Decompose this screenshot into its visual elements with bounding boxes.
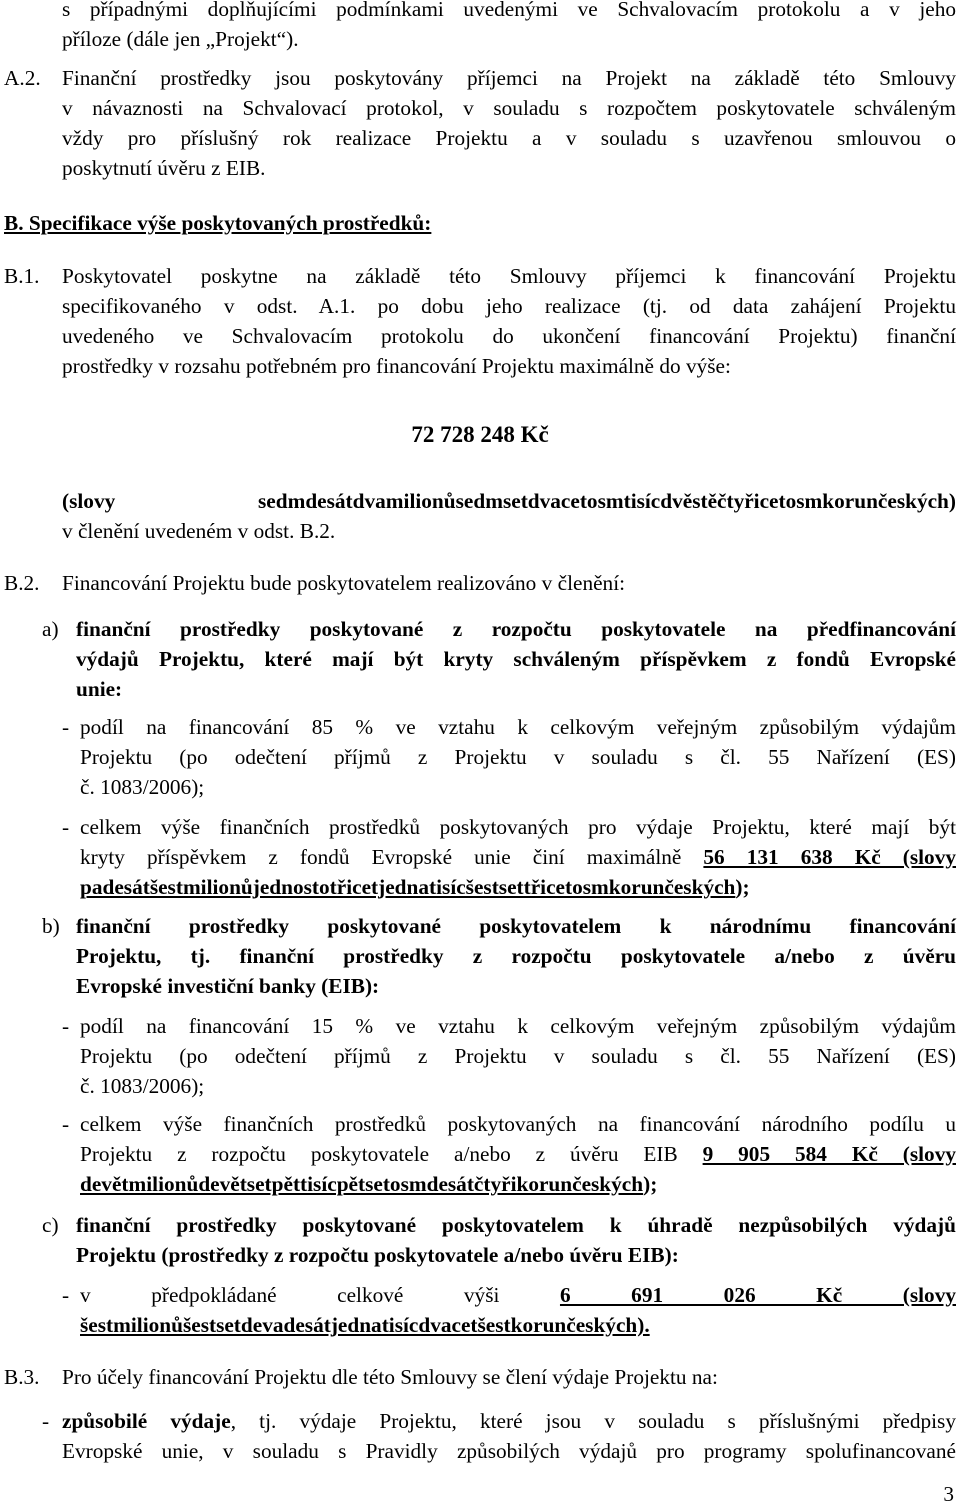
paragraph-line: v členění uvedeném v odst. B.2. (62, 519, 336, 543)
item-c-text: finanční prostředky poskytované poskytovatelem k úhradě nezpůsobilých výdajů (76, 1213, 956, 1237)
amount-in-words: (slovy sedmdesátdvamilionůsedmsetdvacetosmtisícdvěstěčtyřicetosmkorunčeských) (62, 489, 956, 513)
bullet-dash: - (62, 1283, 70, 1307)
page-number: 3 (943, 1482, 954, 1506)
paragraph-b3: Pro účely financování Projektu dle této Smlouvy se člení výdaje Projektu na: (62, 1365, 718, 1389)
paragraph-line: padesátšestmilionůjednostotřicetjednatisícšestsettřicetosmkorunčeských); (80, 875, 750, 899)
item-a-bullet-1: podíl na financování 85 % ve vztahu k celkovým veřejným způsobilým výdajům Projektu (po odečtení příjmů z Projektu v souladu s čl. 55 Nařízení (ES) (80, 715, 956, 769)
total-amount: 72 728 248 Kč (411, 422, 549, 447)
item-label-b: b) (42, 914, 60, 938)
paragraph-line: č. 1083/2006); (80, 1074, 205, 1098)
paragraph-line: příloze (dále jen „Projekt“). (62, 27, 299, 51)
paragraph-line: poskytnutí úvěru z EIB. (62, 156, 266, 180)
paragraph-a2: Finanční prostředky jsou poskytovány příjemci na Projekt na základě této Smlouvy v návaznosti na Schvalovací protokol, v souladu s rozpočtem poskytovatele schváleným vždy pro příslušný rok realizace Projektu a v souladu s uzavřenou smlouvou o (62, 66, 956, 150)
bullet-dash: - (62, 1112, 70, 1136)
item-label-a: a) (42, 617, 59, 641)
paragraph-b1: Poskytovatel poskytne na základě této Smlouvy příjemci k financování Projektu specifikovaného v odst. A.1. po dobu jeho realizace (tj. od data zahájení Projektu uvedeného ve Schvalovacím protokolu do ukončení financování Projektu) finanční (62, 264, 956, 348)
section-label-b3: B.3. (4, 1365, 40, 1389)
paragraph-line: s případnými doplňujícími podmínkami uvedenými ve Schvalovacím protokolu a v jeho (62, 0, 956, 21)
section-label-a2: A.2. (4, 66, 41, 90)
amount-national: 9 905 584 Kč (slovy (702, 1142, 956, 1166)
paragraph-line: č. 1083/2006); (80, 775, 205, 799)
paragraph-line: devětmilionůdevětsetpěttisícpětsetosmdesátčtyřikorunčeských); (80, 1172, 658, 1196)
paragraph-line: šestmilionůšestsetdevadesátjednatisícdvacetšestkorunčeských). (80, 1313, 650, 1337)
paragraph-b2: Financování Projektu bude poskytovatelem realizováno v členění: (62, 571, 626, 595)
paragraph-line: unie: (76, 677, 123, 701)
item-b-bullet-1: podíl na financování 15 % ve vztahu k celkovým veřejným způsobilým výdajům Projektu (po odečtení příjmů z Projektu v souladu s čl. 55 Nařízení (ES) (80, 1014, 956, 1068)
paragraph-line: prostředky v rozsahu potřebném pro financování Projektu maximálně do výše: (62, 354, 731, 378)
item-a-bullet-2: celkem výše finančních prostředků poskytovaných pro výdaje Projektu, které mají být kryty příspěvkem z fondů Evropské unie činí maximálně 56 131 638 Kč (slovy (80, 815, 956, 869)
bullet-dash: - (62, 1014, 70, 1038)
amount-eu: 56 131 638 Kč (slovy (703, 845, 956, 869)
paragraph-line: Evropské investiční banky (EIB): (76, 974, 380, 998)
paragraph-line: Projektu (prostředky z rozpočtu poskytovatele a/nebo úvěru EIB): (76, 1243, 679, 1267)
bullet-dash: - (62, 815, 70, 839)
item-label-c: c) (42, 1213, 59, 1237)
item-c-bullet-1: v předpokládané celkové výši 6 691 026 Kč (slovy (80, 1283, 956, 1307)
bullet-dash: - (62, 715, 70, 739)
item-b3-bullet-1: způsobilé výdaje, tj. výdaje Projektu, které jsou v souladu s příslušnými předpisy Evropské unie, v souladu s Pravidly způsobilých výdajů pro programy spolufinancované (62, 1409, 956, 1463)
bullet-dash: - (42, 1409, 50, 1433)
amount-ineligible: 6 691 026 Kč (slovy (559, 1283, 956, 1307)
section-label-b1: B.1. (4, 264, 40, 288)
section-heading-b: B. Specifikace výše poskytovaných prostředků: (4, 211, 432, 235)
section-label-b2: B.2. (4, 571, 40, 595)
item-b-bullet-2: celkem výše finančních prostředků poskytovaných na financování národního podílu u Projektu z rozpočtu poskytovatele a/nebo z úvěru EIB 9 905 584 Kč (slovy (80, 1112, 956, 1166)
item-a-text: finanční prostředky poskytované z rozpočtu poskytovatele na předfinancování výdajů Projektu, které mají být kryty schváleným příspěvkem z fondů Evropské (76, 617, 956, 671)
item-b-text: finanční prostředky poskytované poskytovatelem k národnímu financování Projektu, tj. finanční prostředky z rozpočtu poskytovatele a/nebo z úvěru (76, 914, 956, 968)
